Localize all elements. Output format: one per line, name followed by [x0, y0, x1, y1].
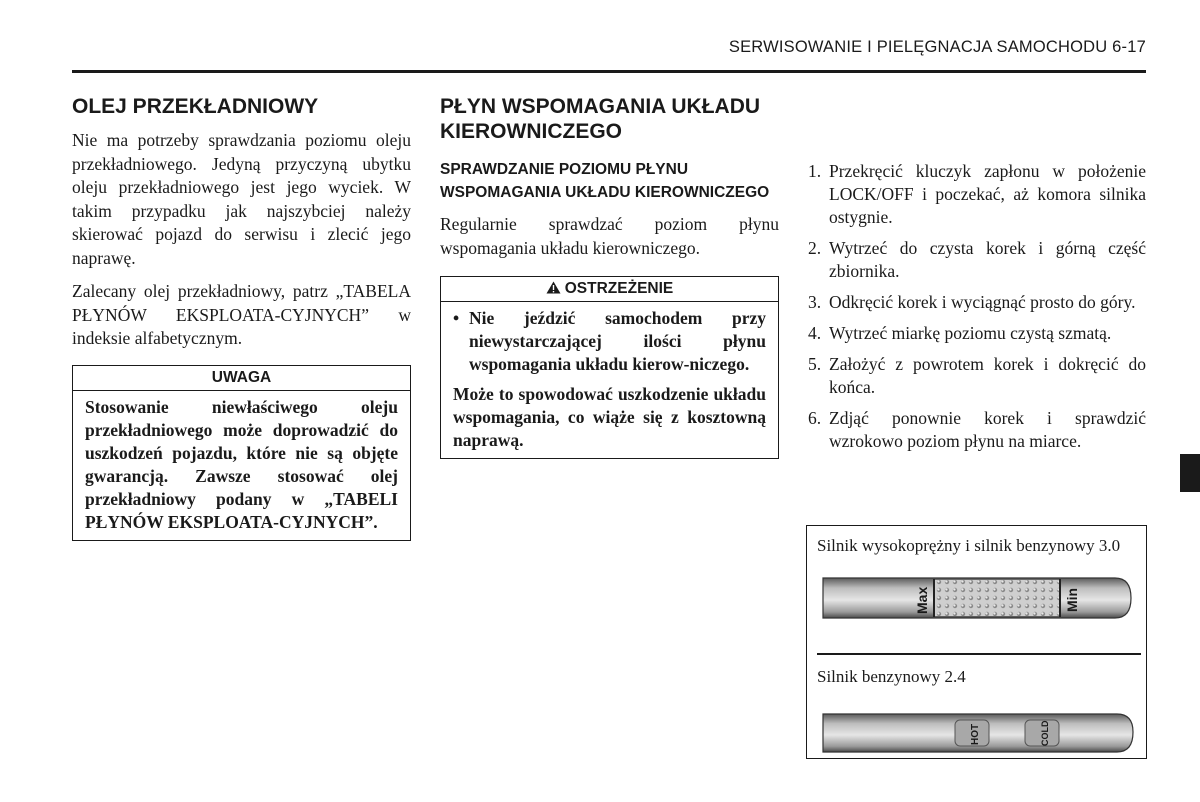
- warning-header: [441, 277, 778, 302]
- section-tab-marker: [1180, 454, 1200, 492]
- warning-box: [440, 276, 779, 459]
- cold-mark-label: COLD: [1040, 720, 1050, 746]
- step-text: Wytrzeć miarkę poziomu czystą szmatą.: [829, 323, 1112, 343]
- page-header-title: SERWISOWANIE I PIELĘGNACJA SAMOCHODU 6-17: [728, 38, 1146, 56]
- step-number: 3.: [808, 292, 822, 312]
- power-steering-heading: PŁYN WSPOMAGANIA UKŁADU KIEROWNICZEGO: [440, 95, 761, 143]
- transmission-oil-heading: OLEJ PRZEKŁADNIOWY: [72, 95, 319, 118]
- step-text: Założyć z powrotem korek i dokręcić do końca.: [829, 354, 1146, 397]
- step-number: 4.: [808, 323, 822, 343]
- column-transmission-oil: [72, 94, 411, 541]
- transmission-oil-paragraph-2: Zalecany olej przekładniowy, patrz „TABELA PŁYNÓW EKSPLOATA-CYJNYCH” w indeksie alfabetycznym.: [72, 281, 411, 348]
- notice-title: UWAGA: [73, 366, 410, 391]
- list-item: [808, 353, 1146, 399]
- figure-label-petrol: Silnik benzynowy 2.4: [817, 667, 966, 686]
- list-item: [808, 322, 1146, 345]
- dipstick-diesel-illustration: [807, 570, 1146, 644]
- check-level-subheading: SPRAWDZANIE POZIOMU PŁYNU WSPOMAGANIA UKŁADU KIEROWNICZEGO: [440, 161, 770, 201]
- list-item: [808, 237, 1146, 283]
- step-number: 5.: [808, 354, 822, 374]
- transmission-oil-paragraph-1: Nie ma potrzeby sprawdzania poziomu oleju przekładniowego. Jedyną przyczyną ubytku oleju przekładniowego jest jego wyciek. W takim przypadku jak najszybciej należy skierować pojazd do serwisu i zlecić jego naprawę.: [72, 130, 411, 268]
- notice-text: Stosowanie niewłaściwego oleju przekładniowego może doprowadzić do uszkodzeń pojazdu, które nie są objęte gwarancją. Zawsze stosować olej przekładniowy podany w „TABELI PŁYNÓW EKSPLOATA-CYJNYCH”.: [85, 396, 398, 532]
- steps-list: [808, 160, 1146, 453]
- list-item: [808, 160, 1146, 229]
- warning-bullet-text: Nie jeździć samochodem przy niewystarczającej ilości płynu wspomagania układu kierow-niczego.: [469, 308, 766, 374]
- column-power-steering: [440, 94, 779, 459]
- figure-divider: [817, 653, 1141, 655]
- max-mark-label: Max: [914, 586, 930, 614]
- hot-mark-label: HOT: [970, 723, 981, 745]
- warning-bullet: [453, 307, 766, 376]
- warning-title: OSTRZEŻENIE: [564, 280, 674, 297]
- step-number: 6.: [808, 408, 822, 428]
- power-steering-paragraph: Regularnie sprawdzać poziom płynu wspomagania układu kierowniczego.: [440, 214, 779, 258]
- step-number: 1.: [808, 161, 822, 181]
- step-text: Przekręcić kluczyk zapłonu w położenie LOCK/OFF i poczekać, aż komora silnika ostygnie.: [829, 161, 1146, 227]
- header-rule: [72, 70, 1146, 73]
- warning-triangle-icon: [546, 281, 561, 294]
- notice-box: [72, 365, 411, 541]
- dipstick-figure: [806, 525, 1147, 759]
- figure-label-diesel: Silnik wysokoprężny i silnik benzynowy 3.0: [817, 536, 1121, 555]
- step-text: Zdjąć ponownie korek i sprawdzić wzrokowo poziom płynu na miarce.: [829, 408, 1146, 451]
- dipstick-petrol-illustration: [807, 708, 1146, 758]
- bullet-marker: •: [453, 308, 460, 328]
- column-steps: [808, 160, 1146, 461]
- list-item: [808, 291, 1146, 314]
- warning-text: Może to spowodować uszkodzenie układu wspomagania, co wiąże się z kosztowną naprawą.: [453, 384, 766, 450]
- step-text: Wytrzeć do czysta korek i górną część zbiornika.: [829, 238, 1146, 281]
- step-text: Odkręcić korek i wyciągnąć prosto do góry.: [829, 292, 1136, 312]
- step-number: 2.: [808, 238, 822, 258]
- list-item: [808, 407, 1146, 453]
- min-mark-label: Min: [1064, 587, 1080, 612]
